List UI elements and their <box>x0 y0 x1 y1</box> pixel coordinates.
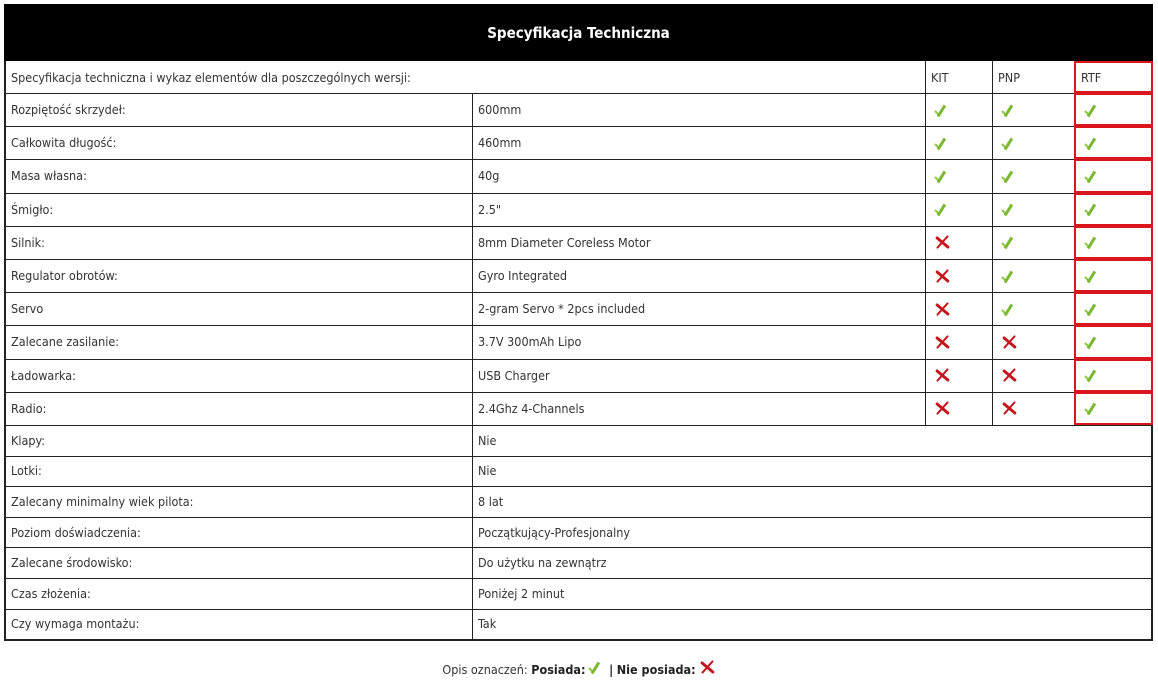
table-row <box>6 93 1151 127</box>
legend-has-label: Posiada: <box>531 662 586 677</box>
row-value <box>472 259 925 292</box>
table-title: Specyfikacja Techniczna <box>487 23 670 42</box>
check-icon <box>1083 300 1101 318</box>
row-label <box>6 425 472 456</box>
row-value <box>472 392 925 425</box>
cross-icon <box>933 366 951 384</box>
kit-status <box>925 159 992 192</box>
table-row <box>6 578 1151 610</box>
row-value-text: 40g <box>478 168 500 184</box>
pnp-status <box>992 193 1074 226</box>
cross-icon <box>1000 333 1018 351</box>
check-icon <box>933 101 951 119</box>
kit-status <box>925 193 992 226</box>
row-label-text: Całkowita długość: <box>11 135 117 151</box>
row-label <box>6 126 472 159</box>
intro-text-text: Specyfikacja techniczna i wykaz elementów dla poszczególnych wersji: <box>11 69 411 85</box>
cross-icon <box>1000 366 1018 384</box>
kit-status <box>925 126 992 159</box>
row-value-text: Poniżej 2 minut <box>478 585 565 601</box>
row-label <box>6 547 472 578</box>
row-value-text: Nie <box>478 463 497 479</box>
pnp-status <box>992 226 1074 259</box>
version-header-pnp-text: PNP <box>998 69 1020 85</box>
cross-icon <box>933 233 951 251</box>
rtf-status <box>1074 126 1153 159</box>
row-value <box>472 193 925 226</box>
row-label <box>6 325 472 358</box>
row-value-text: USB Charger <box>478 367 550 383</box>
row-label-text: Regulator obrotów: <box>11 268 118 284</box>
spec-table <box>4 61 1153 641</box>
check-icon <box>933 200 951 218</box>
pnp-status <box>992 126 1074 159</box>
intro-text <box>6 61 925 93</box>
row-value <box>472 547 1151 578</box>
pnp-status <box>992 392 1074 425</box>
check-icon <box>587 658 605 676</box>
row-value-text: 3.7V 300mAh Lipo <box>478 334 582 350</box>
kit-status <box>925 259 992 292</box>
kit-status <box>925 292 992 325</box>
check-icon <box>1000 267 1018 285</box>
pnp-status <box>992 259 1074 292</box>
table-row <box>6 292 1151 326</box>
check-icon <box>1000 300 1018 318</box>
rtf-status <box>1074 159 1153 192</box>
legend-prefix: Opis oznaczeń: <box>442 662 528 677</box>
row-label <box>6 93 472 126</box>
cross-icon <box>933 300 951 318</box>
row-value <box>472 226 925 259</box>
row-label-text: Ładowarka: <box>11 367 76 383</box>
legend <box>0 658 1158 677</box>
check-icon <box>1083 366 1101 384</box>
row-label-text: Zalecane zasilanie: <box>11 334 120 350</box>
row-label-text: Śmigło: <box>11 201 54 217</box>
row-value-text: Tak <box>478 616 497 632</box>
row-value <box>472 425 1151 456</box>
row-value <box>472 609 1151 640</box>
row-value <box>472 517 1151 548</box>
row-label-text: Servo <box>11 301 44 317</box>
check-icon <box>933 134 951 152</box>
row-value <box>472 292 925 325</box>
cross-icon <box>1000 399 1018 417</box>
table-row <box>6 392 1151 426</box>
table-row <box>6 609 1151 640</box>
legend-not-label: Nie posiada: <box>616 662 696 677</box>
kit-status <box>925 226 992 259</box>
table-row <box>6 359 1151 393</box>
row-label-text: Rozpiętość skrzydeł: <box>11 102 126 118</box>
row-label <box>6 578 472 609</box>
table-row <box>6 486 1151 518</box>
row-value <box>472 159 925 192</box>
row-label <box>6 456 472 487</box>
cross-icon <box>933 333 951 351</box>
version-header-rtf-text: RTF <box>1081 69 1102 85</box>
row-value <box>472 93 925 126</box>
row-label <box>6 609 472 640</box>
row-value-text: Początkujący-Profesjonalny <box>478 524 630 540</box>
row-value-text: 2.5" <box>478 201 502 217</box>
rtf-status <box>1074 292 1153 325</box>
row-label-text: Poziom doświadczenia: <box>11 524 141 540</box>
row-value-text: 2-gram Servo * 2pcs included <box>478 301 646 317</box>
rtf-status <box>1074 325 1153 358</box>
table-row <box>6 226 1151 260</box>
row-value <box>472 325 925 358</box>
row-value-text: 460mm <box>478 135 522 151</box>
kit-status <box>925 325 992 358</box>
row-label-text: Czy wymaga montażu: <box>11 616 140 632</box>
pnp-status <box>992 359 1074 392</box>
table-row <box>6 159 1151 193</box>
pnp-status <box>992 325 1074 358</box>
table-row <box>6 325 1151 359</box>
row-label <box>6 226 472 259</box>
row-value-text: 600mm <box>478 102 522 118</box>
cross-icon <box>933 267 951 285</box>
row-value-text: Do użytku na zewnątrz <box>478 555 607 571</box>
kit-status <box>925 392 992 425</box>
row-label-text: Lotki: <box>11 463 42 479</box>
cross-icon <box>933 399 951 417</box>
cross-icon <box>698 658 716 676</box>
check-icon <box>1083 233 1101 251</box>
row-label-text: Masa własna: <box>11 168 87 184</box>
check-icon <box>933 167 951 185</box>
row-label-text: Zalecany minimalny wiek pilota: <box>11 493 194 509</box>
table-row <box>6 425 1151 457</box>
row-label <box>6 193 472 226</box>
row-value <box>472 359 925 392</box>
check-icon <box>1083 134 1101 152</box>
check-icon <box>1083 267 1101 285</box>
version-header-pnp <box>992 61 1074 93</box>
check-icon <box>1083 333 1101 351</box>
legend-separator: | <box>609 662 614 677</box>
row-value-text: Nie <box>478 432 497 448</box>
pnp-status <box>992 292 1074 325</box>
row-value <box>472 578 1151 609</box>
row-label <box>6 159 472 192</box>
check-icon <box>1000 101 1018 119</box>
table-row <box>6 517 1151 549</box>
table-row <box>6 547 1151 579</box>
row-label <box>6 392 472 425</box>
version-header-kit-text: KIT <box>931 69 949 85</box>
check-icon <box>1083 399 1101 417</box>
version-header-kit <box>925 61 992 93</box>
table-row <box>6 456 1151 488</box>
row-value <box>472 486 1151 517</box>
rtf-status <box>1074 392 1153 425</box>
row-label-text: Radio: <box>11 400 47 416</box>
pnp-status <box>992 93 1074 126</box>
row-label <box>6 292 472 325</box>
table-row <box>6 259 1151 293</box>
version-header-rtf <box>1074 61 1153 93</box>
check-icon <box>1000 200 1018 218</box>
row-label <box>6 517 472 548</box>
row-label-text: Klapy: <box>11 432 46 448</box>
kit-status <box>925 93 992 126</box>
row-label <box>6 486 472 517</box>
table-row <box>6 193 1151 227</box>
pnp-status <box>992 159 1074 192</box>
row-label <box>6 259 472 292</box>
rtf-status <box>1074 93 1153 126</box>
check-icon <box>1000 233 1018 251</box>
rtf-status <box>1074 226 1153 259</box>
row-label-text: Czas złożenia: <box>11 585 91 601</box>
row-value-text: 8 lat <box>478 493 504 509</box>
row-value-text: Gyro Integrated <box>478 268 568 284</box>
rtf-status <box>1074 259 1153 292</box>
kit-status <box>925 359 992 392</box>
check-icon <box>1083 101 1101 119</box>
row-value <box>472 126 925 159</box>
check-icon <box>1083 167 1101 185</box>
check-icon <box>1083 200 1101 218</box>
row-value-text: 2.4Ghz 4-Channels <box>478 400 585 416</box>
row-value-text: 8mm Diameter Coreless Motor <box>478 234 651 250</box>
rtf-status <box>1074 359 1153 392</box>
rtf-status <box>1074 193 1153 226</box>
table-title-bar <box>4 4 1153 61</box>
check-icon <box>1000 167 1018 185</box>
row-label-text: Zalecane środowisko: <box>11 555 133 571</box>
row-label <box>6 359 472 392</box>
row-label-text: Silnik: <box>11 234 45 250</box>
row-value <box>472 456 1151 487</box>
table-header-row <box>6 61 1151 94</box>
table-row <box>6 126 1151 160</box>
check-icon <box>1000 134 1018 152</box>
